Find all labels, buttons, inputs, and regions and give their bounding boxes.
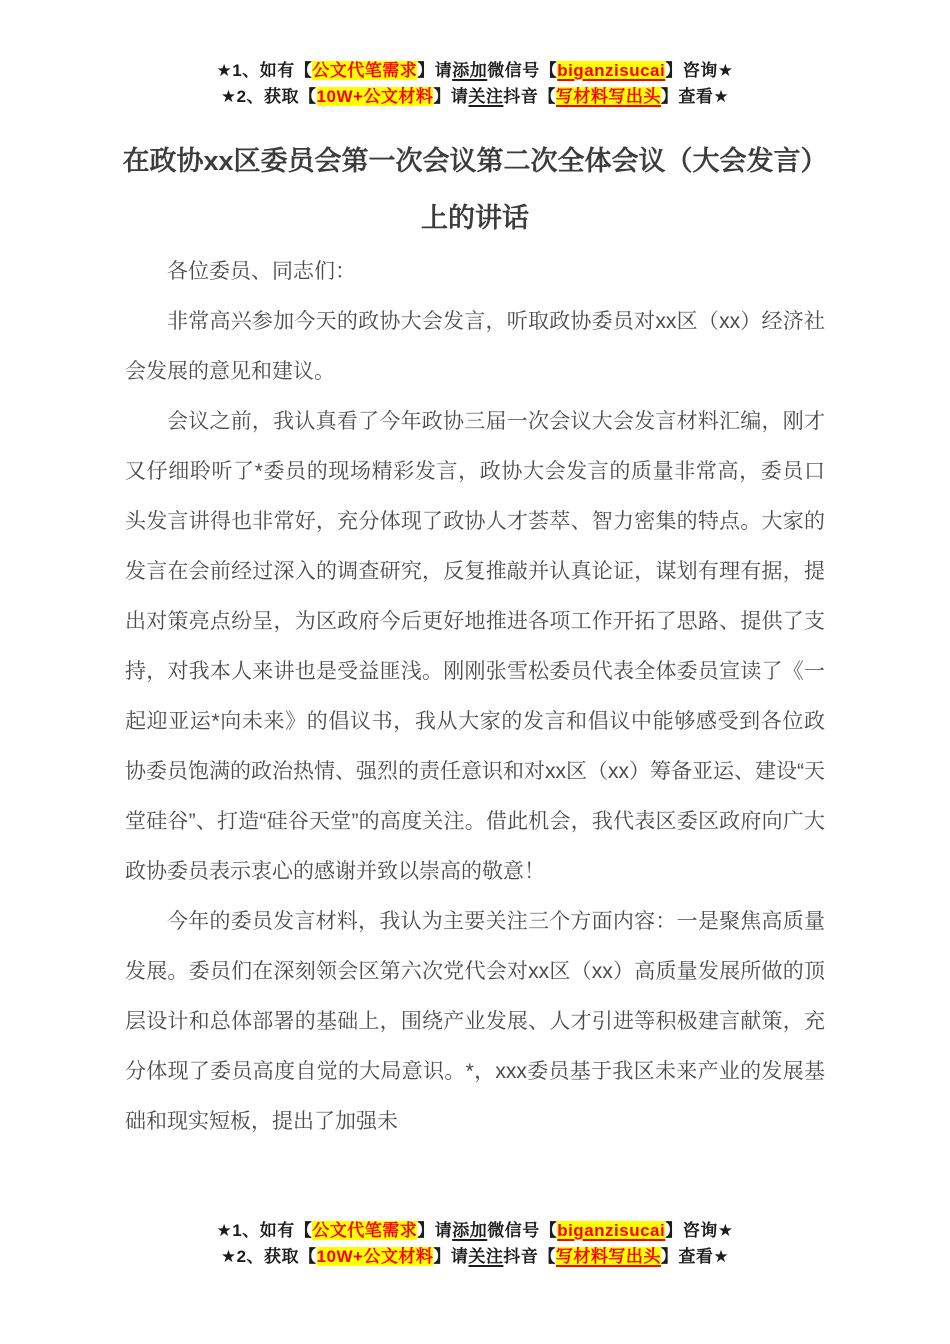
- promo-line-2: [0, 84, 950, 110]
- document-title: 在政协xx区委员会第一次会议第二次全体会议（大会发言）上的讲话: [122, 146, 828, 233]
- promo-line-1: [0, 58, 950, 84]
- document-body: [125, 247, 825, 1147]
- promo-segment: 】请: [417, 61, 453, 80]
- promo-segment: 抖音【: [503, 1247, 556, 1266]
- promo-segment: 】查看★: [660, 87, 730, 106]
- promo-segment: 微信号【: [487, 1221, 558, 1240]
- promo-segment: 公文代笔需求: [312, 61, 418, 80]
- promo-segment: 抖音【: [503, 87, 556, 106]
- promo-segment: 】请: [433, 1247, 469, 1266]
- promo-segment: 】咨询★: [665, 1221, 734, 1240]
- promo-segment: 关注: [468, 87, 504, 106]
- promo-segment: 关注: [468, 1247, 504, 1266]
- promo-segment: 写材料写出头: [555, 87, 661, 106]
- paragraph-speech-review: 会议之前，我认真看了今年政协三届一次会议大会发言材料汇编，刚才又仔细聆听了*委员的现场精彩发言，政协大会发言的质量非常高，委员口头发言讲得也非常好，充分体现了政协人才荟萃、智力密集的特点。大家的发言在会前经过深入的调查研究，反复推敲并认真论证，谋划有理有据，提出对策亮点纷呈，为区政府今后更好地推进各项工作开拓了思路、提供了支持，对我本人来讲也是受益匪浅。刚刚张雪松委员代表全体委员宣读了《一起迎亚运*向未来》的倡议书，我从大家的发言和倡议中能够感受到各位政协委员饱满的政治热情、强烈的责任意识和对xx区（xx）筹备亚运、建设“天堂硅谷”、打造“硅谷天堂”的高度关注。借此机会，我代表区委区政府向广大政协委员表示衷心的感谢并致以崇高的敬意！: [125, 410, 825, 883]
- promo-segment: ★2、获取【: [220, 1247, 317, 1266]
- promo-segment: 添加: [452, 61, 488, 80]
- promo-segment: 】请: [417, 1221, 453, 1240]
- promo-segment: biganzisucai: [557, 61, 666, 80]
- promo-segment: 10W+公文材料: [316, 87, 434, 106]
- promo-segment: 】查看★: [660, 1247, 730, 1266]
- promo-segment: 10W+公文材料: [316, 1247, 434, 1266]
- paragraph-salutation: 各位委员、同志们：: [167, 260, 356, 283]
- promo-segment: 公文代笔需求: [312, 1221, 418, 1240]
- promo-banner-bottom: [0, 1218, 950, 1270]
- promo-banner-top: [0, 0, 950, 110]
- paragraph-opening: 非常高兴参加今天的政协大会发言，听取政协委员对xx区（xx）经济社会发展的意见和建议。: [125, 310, 825, 383]
- promo-segment: ★1、如有【: [216, 1221, 313, 1240]
- promo-segment: 添加: [452, 1221, 488, 1240]
- promo-segment: 】咨询★: [665, 61, 734, 80]
- promo-line-2: [0, 1244, 950, 1270]
- promo-segment: 】请: [433, 87, 469, 106]
- promo-segment: 写材料写出头: [555, 1247, 661, 1266]
- paragraph-three-focus-areas: 今年的委员发言材料，我认为主要关注三个方面内容：一是聚焦高质量发展。委员们在深刻领会区第六次党代会对xx区（xx）高质量发展所做的顶层设计和总体部署的基础上，围绕产业发展、人才引进等积极建言献策，充分体现了委员高度自觉的大局意识。*，xxx委员基于我区未来产业的发展基础和现实短板，提出了加强未: [125, 910, 825, 1133]
- promo-segment: ★1、如有【: [216, 61, 313, 80]
- promo-line-1: [0, 1218, 950, 1244]
- promo-segment: ★2、获取【: [220, 87, 317, 106]
- promo-segment: 微信号【: [487, 61, 558, 80]
- promo-segment: biganzisucai: [557, 1221, 666, 1240]
